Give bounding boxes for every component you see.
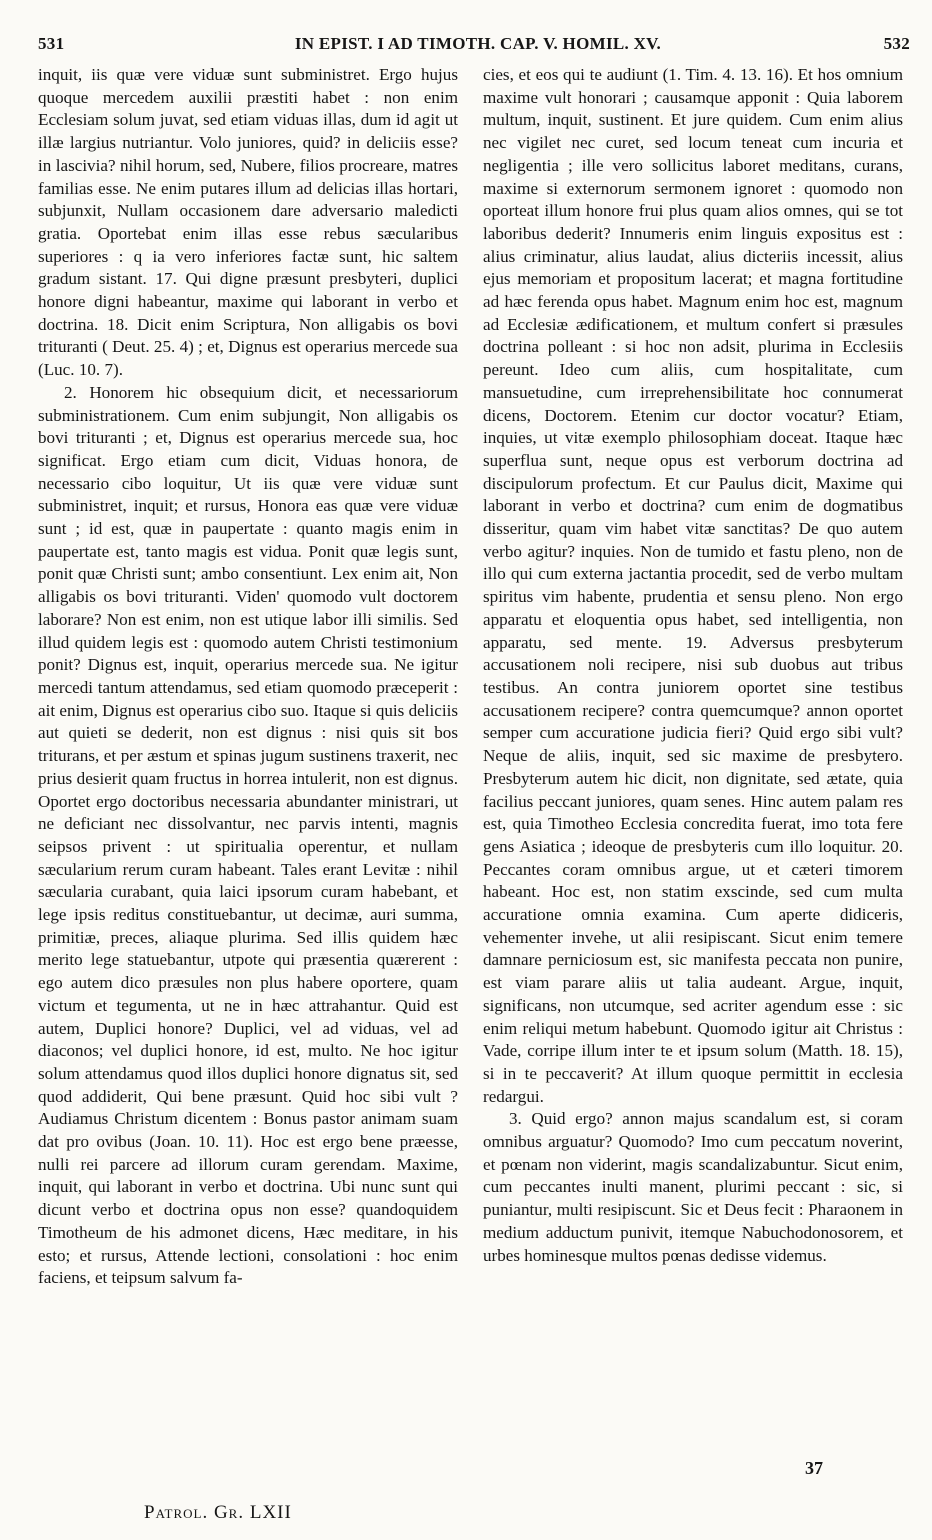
page-number-right: 532	[883, 34, 910, 53]
right-paragraph-2: 3. Quid ergo? annon majus scandalum est, si coram omnibus arguatur? Quomodo? Imo cum peccatum noverint, et pœnam non viderint, magis scandalizabuntur. Sicut enim, cum peccantes inulti manent, plurimi peccant : sic, si puniantur, multi resipiscunt. Sic et Deus fecit : Pharaonem in medium adductum punivit, itemque Nabuchodonosorem, et urbes hominesque multos pœnas dedisse videmus.	[483, 1109, 903, 1265]
left-paragraph-2: 2. Honorem hic obsequium dicit, et necessariorum subministrationem. Cum enim subjungit, Non alligabis os bovi trituranti ; et, Dignus est operarius mercede sua, hoc significat. Ergo etiam cum dicit, Viduas honora, de necessario cibo loquitur, Ut iis quæ vere viduæ sunt subministret, inquit; et rursus, Honora eas quæ vere viduæ sunt ; id est, quæ in paupertate : quanto magis enim in paupertate est, tanto magis est vidua. Ponit quæ legis sunt, ponit quæ Christi sunt; ambo consentiunt. Lex enim ait, Non alligabis os bovi trituranti. Viden' quomodo vult doctorem laborare? Non est enim, non est utique labor illi similis. Sed illud quidem legis est : quomodo autem Christi testimonium ponit? Dignus est, inquit, operarius mercede sua. Ne igitur mercedi tantum attendamus, sed etiam quomodo præceperit : ait enim, Dignus est operarius cibo suo. Itaque si quis deliciis aut quieti se dederit, non est dignus : nisi quis sit bos triturans, et per æstum et spinas jugum sustinens traxerit, nec prius desierit quam fructus in horrea intulerit, non est dignus. Oportet ergo doctoribus necessaria abundanter ministrari, ut ne deficiant nec dissolvantur, nec parvis intenti, magnis seipsos privent : ut spiritualia operentur, et nullam sæcularium rerum curam habeant. Tales erant Levitæ : nihil sæcularia curabant, quia laici ipsorum curam habebant, et lege ipsis reditus constituebantur, ut decimæ, auri summa, primitiæ, preces, aliaque plurima. Sed illis quidem hæc merito lege statuebantur, utpote qui præsentia quærerent : ego autem dico præsules non plus habere oportere, quam victum et tegumenta, ut ne in hæc attrahantur. Quid est autem, Duplici honore? Duplici, vel ad viduas, vel ad diaconos; vel duplici honore, id est, multo. Ne hoc igitur solum attendamus quod illos duplici honore dignatus sit, sed quod addiderit, Qui bene præsunt. Quid hoc sibi vult ? Audiamus Christum dicentem : Bonus pastor animam suam dat pro ovibus (Joan. 10. 11). Hoc est ergo bene præesse, nulli rei parcere ad illorum curam gerendam. Maxime, inquit, qui laborant in verbo et doctrina. Ubi nunc sunt qui dicunt verbo et doctrina opus non esse? quandoquidem Timotheum de his admonet dicens, Hæc meditare, in his esto; et rursus, Attende lectioni, consolationi : hoc enim faciens, et teipsum salvum fa-	[38, 382, 458, 1288]
left-paragraph-1: inquit, iis quæ vere viduæ sunt subministret. Ergo hujus quoque mercedem auxilii præstiti habet : non enim Ecclesiam solum juvat, sed etiam viduas illas, dum id agit ut illæ largius nutriantur. Volo juniores, quid? in deliciis esse? in lascivia? nihil horum, sed, Nubere, filios procreare, matres familias esse. Ne enim putares illum ad delicias illas hortari, subjunxit, Nullam occasionem dare adversario maledicti gratia. Oportebat enim illas esse rebus sæcularibus superiores : q ia vero inferiores factæ sunt, hic saltem gradum sistant. 17. Qui digne præsunt presbyteri, duplici honore digni habeantur, maxime qui laborant in verbo et doctrina. 18. Dicit enim Scriptura, Non alligabis os bovi trituranti ( Deut. 25. 4) ; et, Dignus est operarius mercede sua (Luc. 10. 7).	[38, 65, 458, 380]
running-header	[38, 34, 918, 60]
left-column	[38, 64, 458, 1464]
header-title: IN EPIST. I AD TIMOTH. CAP. V. HOMIL. XV.	[294, 34, 662, 53]
page-number-left: 531	[38, 34, 65, 53]
right-column	[483, 64, 903, 1464]
right-paragraph-1: cies, et eos qui te audiunt (1. Tim. 4. 13. 16). Et hos omnium maxime vult honorari ; causamque apponit : Quia laborem multum, inquit, sustinent. Et jure quidem. Cum enim alius nec vigilet nec curet, sed locum teneat cum incuria et negligentia ; ille vero sollicitus laboret meditans, curans, maxime si externorum sermonem ignoret : quomodo non oporteat illum honore frui plus quam alios omnes, qui se tot laboribus dederit? Innumeris enim linguis expositus est : alius criminatur, alius laudat, alius dicteriis incessit, alius ejus memoriam et propositum lacerat; et magna fortitudine ad hæc ferenda opus habet. Magnum enim hoc est, magnum ad Ecclesiæ ædificationem, et multum confert si præsules doctrina polleant : si hoc non adsit, plurima in Ecclesiis pereunt. Ideo cum aliis, cum hospitalitate, cum mansuetudine, cum irreprehensibilitate hoc connumerat dicens, Doctorem. Etenim cur doctor vocatur? Etiam, inquies, ut vitæ exemplo philosophiam doceat. Itaque hæc superflua sunt, neque opus est verborum doctrina ad discipulorum profectum. Et cur Paulus dicit, Maxime qui laborant in verbo et doctrina? cum enim de dogmatibus disseritur, quam vim habet vitæ sanctitas? De quo autem verbo agitur? inquies. Non de tumido et fastu pleno, non de illo qui cum externa jactantia procedit, sed de verbo multam spiritus vim habente, prudentia et sensu pleno. Non ergo apparatu et eloquentia opus habet, sed intelligentia, non apparatu, sed mente. 19. Adversus presbyterum accusationem noli recipere, nisi sub duobus aut tribus testibus. An contra juniorem oportet sine testibus accusationem recipere? contra quemcumque? annon oportet semper cum accuratione judicia fieri? Quid ergo sibi vult? Neque de aliis, inquit, sed sic maxime de presbytero. Presbyterum autem hic dicit, non dignitate, sed ætate, quia facilius peccant juniores, quam senes. Hinc autem palam res est, quia Timotheo Ecclesia concredita fuerat, imo tota fere gens Asiatica ; ideoque de presbyteris cum illo loquitur. 20. Peccantes coram omnibus argue, ut et cæteri timorem habeant. Hoc est, non statim exscinde, sed cum multa accuratione omnia examina. Cum aperte didiceris, vehementer invehe, ut alii resipiscant. Sicut enim temere damnare perniciosum est, sic manifesta peccata non punire, est viam parare aliis ut talia audeant. Argue, inquit, significans, non utcumque, sed acriter agendum esse : sic enim reliqui metum habebunt. Quomodo igitur ait Christus : Vade, corripe illum inter te et ipsum solum (Matth. 18. 15), si in te peccaverit? At illum quoque permittit in ecclesia redargui.	[483, 65, 903, 1106]
series-footer: Patrol. Gr. LXII	[144, 1502, 292, 1523]
signature-mark: 37	[805, 1458, 823, 1478]
